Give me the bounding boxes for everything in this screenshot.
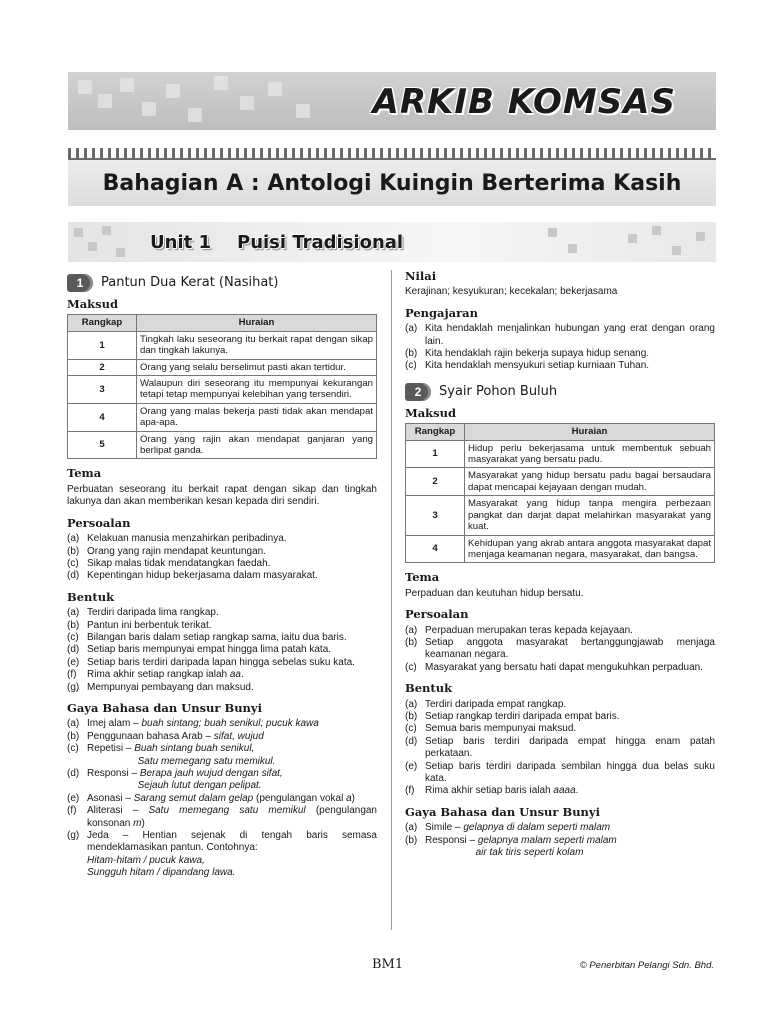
- gaya-example: gelapnya di dalam seperti malam: [463, 822, 611, 834]
- list-item: [405, 835, 715, 860]
- list-marker: (c): [67, 557, 79, 569]
- gaya-note-italic: a: [346, 792, 352, 804]
- list-text-main: Setiap baris terdiri daripada sembilan hingga dua belas suku kata.: [425, 760, 715, 784]
- gaya-example: gelapnya malam seperti malam: [477, 834, 617, 846]
- list-text-main: Setiap anggota masyarakat bertanggungjawab menjaga keamanan negara.: [425, 636, 715, 661]
- nilai-heading: Nilai: [405, 269, 437, 283]
- list-text-main: Kita hendaklah menjalinkan hubungan yang erat dengan orang lain.: [425, 323, 715, 347]
- huraian-cell: Orang yang malas bekerja pasti tidak akan mendapat apa-apa.: [137, 403, 377, 431]
- poem2-bentuk-list: [405, 699, 715, 798]
- list-text-main: Kelakuan manusia menzahirkan peribadinya.: [87, 533, 287, 545]
- list-marker: (b): [67, 730, 80, 742]
- poem1-maksud-heading: Maksud: [67, 297, 119, 311]
- poem2-badge: 2: [405, 383, 431, 401]
- list-text-main: Kepentingan hidup bekerjasama dalam masyarakat.: [87, 570, 318, 582]
- list-marker: (b): [67, 545, 80, 557]
- list-marker: (c): [405, 661, 417, 673]
- gaya-example: Satu memegang satu memikul: [148, 805, 306, 817]
- poem1-heading: [67, 274, 377, 292]
- gaya-example: buah sintang; buah senikul; pucuk kawa: [141, 718, 319, 730]
- poem1-title: Pantun Dua Kerat (Nasihat): [101, 274, 279, 290]
- pengajaran-heading: Pengajaran: [405, 305, 478, 320]
- list-item: [67, 793, 377, 805]
- list-text: [425, 662, 715, 674]
- list-marker: (e): [67, 656, 80, 668]
- list-marker: (a): [405, 698, 418, 710]
- table-row: [68, 359, 377, 375]
- list-marker: (b): [405, 834, 418, 846]
- rangkap-cell: 4: [68, 403, 137, 431]
- rangkap-cell: 3: [406, 496, 465, 535]
- huraian-cell: Kehidupan yang akrab antara anggota masyarakat dapat menjaga keamanan negara, masyarakat, dan bangsa.: [465, 535, 715, 563]
- gaya-note: (pengulangan vokal: [253, 792, 347, 804]
- list-marker: (c): [67, 631, 79, 643]
- list-item: [67, 632, 377, 644]
- column-divider: [391, 270, 392, 930]
- list-item: [67, 669, 377, 681]
- list-text: [87, 657, 377, 669]
- list-marker: (a): [67, 607, 80, 619]
- list-item: [67, 644, 377, 656]
- list-marker: (e): [67, 792, 80, 804]
- gaya-note-italic: m: [133, 817, 142, 829]
- list-item: [67, 533, 377, 545]
- gaya-label: Responsi –: [425, 834, 478, 846]
- list-text: [425, 323, 715, 348]
- list-text: [87, 570, 377, 582]
- list-text: [425, 761, 715, 786]
- list-text: [87, 669, 377, 681]
- poem1-persoalan-list: [67, 533, 377, 583]
- list-marker: (b): [67, 619, 80, 631]
- list-text-main: Pantun ini berbentuk terikat.: [87, 619, 212, 631]
- list-marker: (d): [405, 735, 418, 747]
- nilai-text: Kerajinan; kesyukuran; kecekalan; bekerjasama: [405, 286, 618, 298]
- gaya-example: Sungguh hitam / dipandang lawa.: [87, 867, 236, 879]
- gaya-example-line2: air tak tiris seperti kolam: [475, 847, 584, 859]
- huraian-cell: Masyarakat yang hidup bersatu padu bagai bersaudara dapat mencapai kejayaan dengan mudah.: [465, 468, 715, 496]
- unit-heading: [150, 232, 403, 253]
- list-item: [405, 637, 715, 662]
- table-row: [406, 440, 715, 468]
- list-marker: (a): [67, 718, 80, 730]
- poem2-heading: [405, 383, 715, 401]
- rangkap-cell: 4: [406, 535, 465, 563]
- poem2-persoalan-heading: Persoalan: [405, 607, 469, 622]
- rangkap-cell: 1: [68, 331, 137, 359]
- gaya-example: Hitam-hitam / pucuk kawa,: [87, 854, 205, 866]
- poem1-badge: 1: [67, 274, 93, 292]
- table-header-huraian: Huraian: [137, 315, 377, 331]
- list-item: [405, 736, 715, 761]
- huraian-cell: Hidup perlu bekerjasama untuk membentuk sebuah masyarakat yang bersatu padu.: [465, 440, 715, 468]
- poem2-maksud-heading: Maksud: [405, 405, 457, 420]
- banner-pattern: [68, 72, 328, 130]
- list-text-main: Rima akhir setiap baris ialah: [425, 785, 554, 797]
- list-text-main: Sikap malas tidak mendatangkan faedah.: [87, 557, 271, 569]
- table-header-rangkap: Rangkap: [406, 424, 465, 440]
- list-text: [425, 699, 715, 711]
- list-item: [67, 607, 377, 619]
- list-item: [67, 743, 377, 768]
- pengajaran-list: [405, 323, 715, 373]
- list-text-main: Setiap rangkap terdiri daripada empat baris.: [425, 710, 620, 722]
- banner-title: ARKIB KOMSAS: [372, 82, 676, 122]
- list-text: [87, 731, 377, 743]
- list-item: [67, 768, 377, 793]
- table-row: [68, 431, 377, 459]
- list-item: [405, 711, 715, 723]
- list-marker: (a): [67, 533, 80, 545]
- list-text: [87, 644, 377, 656]
- list-item: [405, 323, 715, 348]
- list-text: [425, 348, 715, 360]
- poem2-title: Syair Pohon Buluh: [439, 383, 558, 399]
- list-item: [67, 546, 377, 558]
- list-text: [87, 793, 377, 805]
- poem2-gaya-list: [405, 822, 715, 859]
- list-text: [87, 768, 377, 793]
- list-item: [405, 761, 715, 786]
- list-item: [67, 570, 377, 582]
- list-text-main: Setiap baris mempunyai empat hingga lima patah kata.: [87, 644, 332, 656]
- list-item: [405, 662, 715, 674]
- list-text: [87, 718, 377, 730]
- list-marker: (c): [405, 360, 417, 372]
- list-text: [425, 785, 715, 797]
- table-header-rangkap: Rangkap: [68, 315, 137, 331]
- list-marker: (c): [67, 743, 79, 755]
- list-text: [87, 620, 377, 632]
- list-marker: (g): [67, 830, 80, 842]
- list-text-after: .: [240, 669, 244, 681]
- list-item: [405, 723, 715, 735]
- list-text-main: Rima akhir setiap rangkap ialah: [87, 669, 230, 681]
- list-text-main: Kita hendaklah rajin bekerja supaya hidup senang.: [425, 348, 650, 360]
- header-banner: [68, 72, 716, 130]
- huraian-cell: Orang yang rajin akan mendapat ganjaran yang berlipat ganda.: [137, 431, 377, 459]
- gaya-example: Buah sintang buah senikul,: [134, 743, 255, 755]
- list-marker: (f): [405, 785, 415, 797]
- list-item: [405, 822, 715, 834]
- list-text: [425, 723, 715, 735]
- gaya-example-line2: Sejauh lutut dengan pelipat.: [137, 780, 262, 792]
- gaya-example: Berapa jauh wujud dengan sifat,: [139, 768, 283, 779]
- table-row: [406, 496, 715, 535]
- list-item: [405, 360, 715, 372]
- gaya-note: ): [141, 817, 145, 829]
- list-text: [425, 736, 715, 761]
- list-text: [425, 711, 715, 723]
- list-marker: (a): [405, 822, 418, 834]
- poem1-maksud-table: [67, 314, 377, 459]
- poem1-tema: Perbuatan seseorang itu berkait rapat dengan sikap dan tingkah lakunya dan akan memberikan kesan kepada diri sendiri.: [67, 483, 377, 508]
- list-marker: (a): [405, 323, 418, 335]
- list-marker: (a): [405, 624, 418, 636]
- list-item: [67, 657, 377, 669]
- list-text: [87, 682, 377, 694]
- unit-title: Puisi Tradisional: [237, 232, 404, 253]
- rangkap-cell: 5: [68, 431, 137, 459]
- list-text-main: Terdiri daripada empat rangkap.: [425, 698, 567, 710]
- list-text-main: Setiap baris terdiri daripada lapan hingga sebelas suku kata.: [87, 656, 355, 668]
- poem2-tema-heading: Tema: [405, 570, 440, 585]
- list-item: [405, 785, 715, 797]
- gaya-note: ): [351, 792, 355, 804]
- list-text-main: Setiap baris terdiri daripada empat hingga enam patah perkataan.: [425, 735, 715, 760]
- list-text-main: Terdiri daripada lima rangkap.: [87, 607, 219, 619]
- list-text: [87, 546, 377, 558]
- list-marker: (f): [67, 805, 77, 817]
- list-text-main: Kita hendaklah mensyukuri setiap kurniaan Tuhan.: [425, 360, 650, 372]
- list-text: [87, 805, 377, 830]
- poem2-maksud-table: [405, 423, 715, 563]
- section-title-box: [68, 160, 716, 206]
- poem1-gaya-list: [67, 718, 377, 879]
- list-text: [87, 607, 377, 619]
- list-marker: (f): [67, 669, 77, 681]
- list-text-main: Bilangan baris dalam setiap rangkap sama, iaitu dua baris.: [87, 631, 347, 643]
- spiral-binding: [68, 148, 716, 160]
- list-text-after: .: [575, 785, 579, 797]
- list-text-italic: aa: [229, 669, 241, 681]
- copyright: © Penerbitan Pelangi Sdn. Bhd.: [579, 960, 714, 971]
- list-text: [425, 835, 715, 860]
- list-marker: (e): [405, 760, 418, 772]
- list-marker: (c): [405, 723, 417, 735]
- list-text-main: Mempunyai pembayang dan maksud.: [87, 681, 254, 693]
- list-text: [425, 360, 715, 372]
- list-item: [67, 718, 377, 730]
- list-marker: (d): [67, 570, 80, 582]
- list-text: [87, 533, 377, 545]
- gaya-label: Responsi –: [87, 768, 140, 779]
- huraian-cell: Masyarakat yang hidup tanpa mengira perbezaan pangkat dan darjat dapat melahirkan masyarakat yang kuat.: [465, 496, 715, 535]
- gaya-label: Jeda – Hentian sejenak di tengah baris semasa mendeklamasikan pantun. Contohnya:: [87, 830, 377, 854]
- list-marker: (b): [405, 710, 418, 722]
- huraian-cell: Tingkah laku seseorang itu berkait rapat dengan sikap dan tingkah lakunya.: [137, 331, 377, 359]
- right-column: [405, 270, 715, 859]
- rangkap-cell: 2: [406, 468, 465, 496]
- rangkap-cell: 3: [68, 376, 137, 404]
- list-item: [67, 682, 377, 694]
- list-text-main: Orang yang rajin mendapat keuntungan.: [87, 545, 267, 557]
- list-text: [87, 830, 377, 880]
- poem2-persoalan-list: [405, 625, 715, 675]
- list-marker: (b): [405, 636, 418, 648]
- table-row: [406, 535, 715, 563]
- list-text: [87, 743, 377, 768]
- gaya-label: Penggunaan bahasa Arab –: [87, 730, 214, 742]
- poem1-tema-heading: Tema: [67, 466, 102, 481]
- huraian-cell: Orang yang selalu berselimut pasti akan tertidur.: [137, 359, 377, 375]
- list-text-italic: aaaa: [553, 785, 576, 797]
- list-text: [87, 632, 377, 644]
- page-number: BM1: [372, 957, 404, 972]
- rangkap-cell: 1: [406, 440, 465, 468]
- list-text: [87, 558, 377, 570]
- gaya-label: Simile –: [425, 822, 464, 834]
- list-item: [67, 830, 377, 880]
- list-text: [425, 822, 715, 834]
- gaya-note: (pengulangan konsonan: [87, 805, 377, 829]
- poem2-bentuk-heading: Bentuk: [405, 681, 453, 696]
- gaya-example: Sarang semut dalam gelap: [133, 792, 254, 804]
- poem2-tema: Perpaduan dan keutuhan hidup bersatu.: [405, 587, 584, 599]
- list-marker: (g): [67, 681, 80, 693]
- list-item: [67, 558, 377, 570]
- list-marker: (d): [67, 768, 80, 779]
- list-item: [67, 731, 377, 743]
- list-text-main: Perpaduan merupakan teras kepada kejayaan.: [425, 624, 633, 636]
- poem1-gaya-heading: Gaya Bahasa dan Unsur Bunyi: [67, 700, 262, 715]
- list-text-main: Masyarakat yang bersatu hati dapat mengukuhkan perpaduan.: [425, 661, 703, 673]
- table-row: [68, 403, 377, 431]
- section-title: Bahagian A : Antologi Kuingin Berterima Kasih: [102, 170, 682, 196]
- gaya-example: sifat, wujud: [213, 730, 264, 742]
- poem1-persoalan-heading: Persoalan: [67, 515, 131, 530]
- poem2-gaya-heading: Gaya Bahasa dan Unsur Bunyi: [405, 804, 600, 819]
- list-text: [425, 625, 715, 637]
- unit-number: Unit 1: [150, 232, 211, 253]
- list-item: [405, 348, 715, 360]
- poem1-bentuk-heading: Bentuk: [67, 589, 115, 604]
- table-header-huraian: Huraian: [465, 424, 715, 440]
- table-row: [406, 468, 715, 496]
- gaya-label: Asonasi –: [87, 792, 134, 804]
- list-item: [405, 699, 715, 711]
- rangkap-cell: 2: [68, 359, 137, 375]
- left-column: [67, 274, 377, 880]
- poem1-bentuk-list: [67, 607, 377, 694]
- list-item: [67, 805, 377, 830]
- gaya-label: Imej alam –: [87, 718, 142, 730]
- gaya-example-line2: Satu memegang satu memikul.: [137, 755, 276, 767]
- list-text: [425, 637, 715, 662]
- list-item: [67, 620, 377, 632]
- list-marker: (d): [67, 644, 80, 656]
- table-row: [68, 376, 377, 404]
- gaya-label: Repetisi –: [87, 743, 135, 755]
- table-row: [68, 331, 377, 359]
- list-marker: (b): [405, 348, 418, 360]
- list-item: [405, 625, 715, 637]
- gaya-label: Aliterasi –: [87, 805, 149, 817]
- huraian-cell: Walaupun diri seseorang itu mempunyai kekurangan tetapi tetap mempunyai kelebihan yang tersendiri.: [137, 376, 377, 404]
- list-text-main: Semua baris mempunyai maksud.: [425, 723, 577, 735]
